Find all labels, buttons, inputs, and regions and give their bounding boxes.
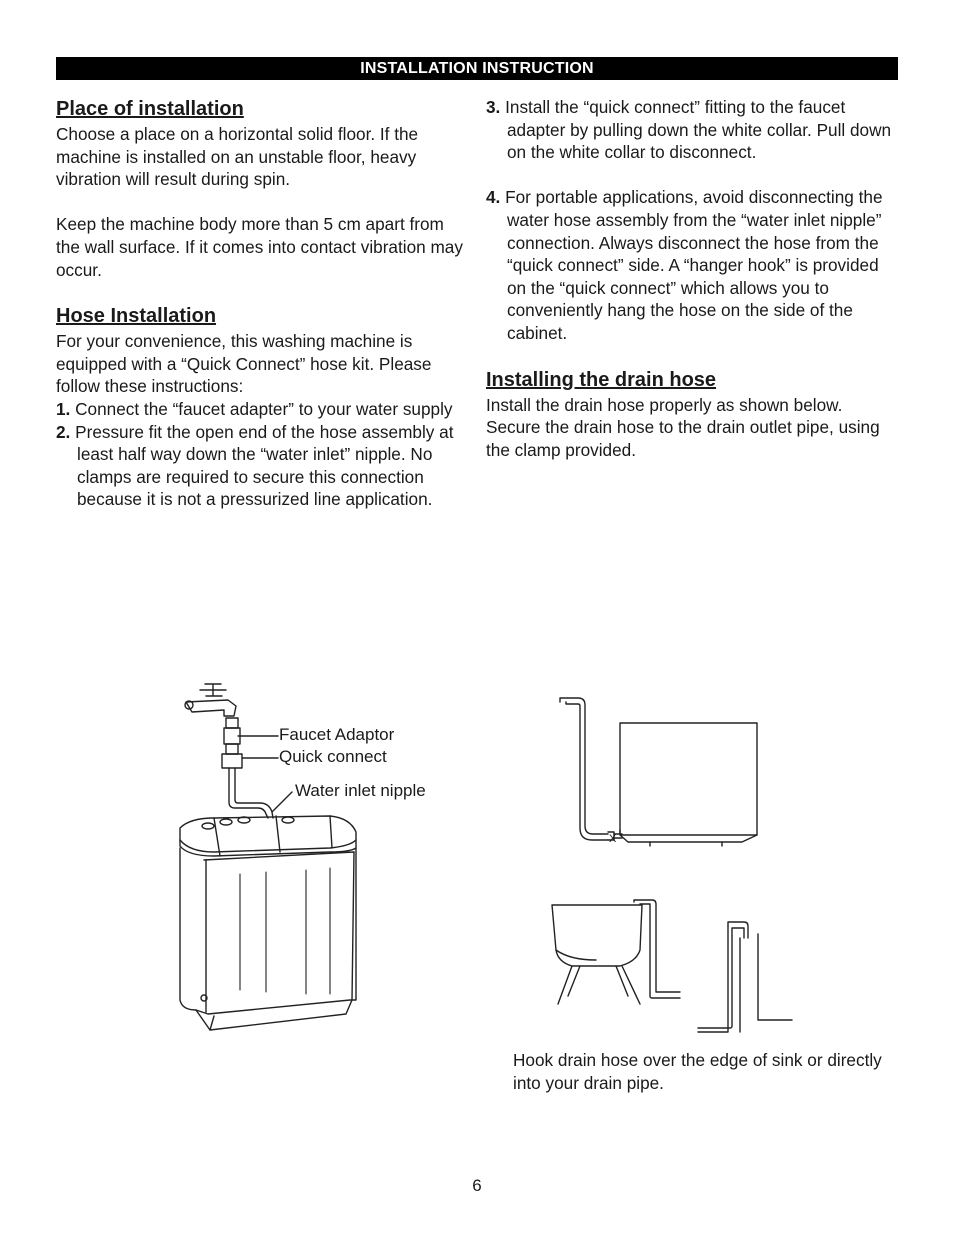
drain-standpipe [758, 934, 792, 1020]
hose-heading: Hose Installation [56, 305, 217, 328]
faucet-adaptor-part [226, 718, 238, 728]
step-number: 4. [486, 187, 501, 208]
step-text: Pressure fit the open end of the hose assembly at least half way down the “water inlet” nipple. No clamps are required to secure this connection because it is not a pressurized line application. [75, 421, 454, 510]
drain-heading: Installing the drain hose [486, 368, 717, 391]
inlet-hose [229, 768, 268, 818]
washer-outline [620, 723, 757, 835]
drain-caption: Hook drain hose over the edge of sink or directly into your drain pipe. [513, 1050, 882, 1093]
hose-intro: For your convenience, this washing machine is equipped with a “Quick Connect” hose kit. Please follow these instructions: [56, 331, 432, 397]
step-text: Connect the “faucet adapter” to your water supply [75, 398, 453, 419]
section-banner: INSTALLATION INSTRUCTION [56, 57, 898, 80]
quick-connect-label: Quick connect [279, 747, 387, 766]
right-column [486, 96, 901, 461]
step-number: 3. [486, 97, 501, 117]
drain-hose-sink [634, 900, 680, 992]
quick-connect-part [226, 744, 238, 754]
drain-text: Install the drain hose properly as shown below. Secure the drain hose to the drain outlet pipe, using the clamp provided. [486, 394, 880, 460]
hose-step-2 [56, 421, 471, 511]
page-number: 6 [472, 1176, 482, 1195]
drain-hose-standpipe [560, 698, 608, 834]
hose-step-4 [486, 186, 901, 344]
step-number: 1. [56, 398, 71, 419]
faucet-adaptor-label: Faucet Adaptor [279, 725, 395, 744]
washer-top [180, 816, 356, 856]
water-inlet-nipple-label: Water inlet nipple [295, 781, 426, 800]
hose-step-1 [56, 398, 471, 421]
place-paragraph-2: Keep the machine body more than 5 cm apart from the wall surface. If it comes into contact vibration may occur. [56, 214, 463, 280]
drain-hose-pipe [728, 922, 748, 938]
left-column [56, 96, 471, 511]
faucet-icon [200, 684, 226, 696]
place-heading: Place of installation [56, 98, 244, 120]
step-number: 2. [56, 421, 71, 442]
step-text: Install the “quick connect” fitting to the faucet adapter by pulling down the white collar. Pull down on the white collar to disconnect. [505, 97, 892, 163]
washer-body [180, 848, 356, 1014]
sink-outline [552, 905, 642, 966]
place-paragraph-1: Choose a place on a horizontal solid floor. If the machine is installed on an unstable floor, heavy vibration will result during spin. [56, 124, 419, 190]
hose-step-3 [486, 96, 901, 164]
step-text: For portable applications, avoid disconnecting the water hose assembly from the “water inlet nipple” connection. Always disconnect the hose from the “quick connect” side. A “hanger hook” is provided on the “quick connect” which allows you to conveniently hang the hose on the side of the cabinet. [505, 187, 883, 343]
washer-base [196, 1000, 352, 1030]
x-mark-label: X [609, 833, 617, 845]
